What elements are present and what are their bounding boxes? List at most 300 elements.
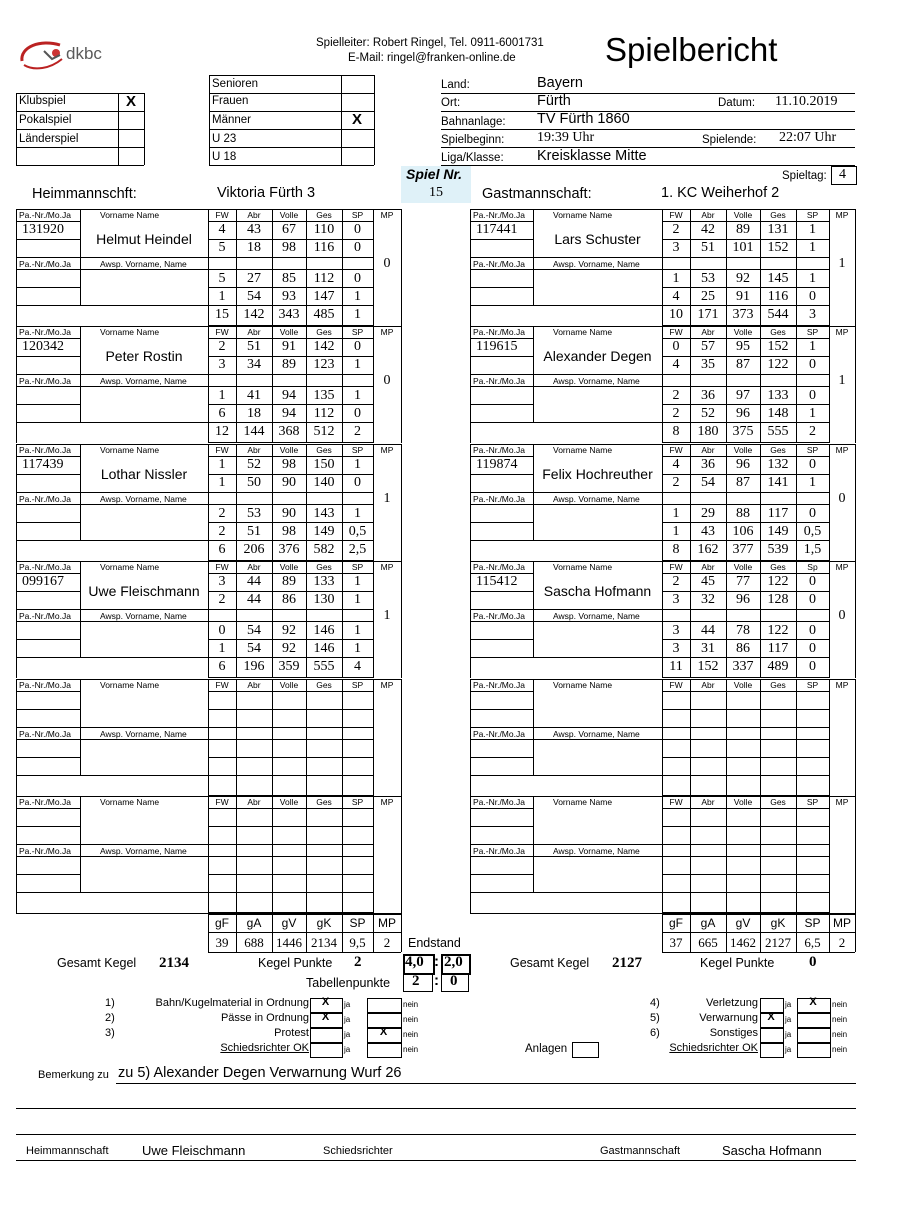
total-rule	[662, 442, 829, 443]
cell-value: 51	[247, 339, 261, 354]
check-nein-box[interactable]	[797, 1043, 831, 1058]
player-name: Lars Schuster	[554, 231, 641, 247]
cell-value: 42	[701, 222, 715, 237]
total-rule	[662, 677, 829, 678]
pass-rule	[470, 239, 533, 240]
spielende-label: Spielende:	[702, 134, 757, 146]
col-header-awsp: Awsp. Vorname, Name	[553, 494, 640, 504]
col-header-sp: SP	[351, 797, 364, 807]
col-header-awsp: Awsp. Vorname, Name	[553, 729, 640, 739]
cell-value: 116	[767, 289, 789, 304]
pass-rule	[470, 474, 533, 475]
pass-rule	[470, 775, 662, 776]
kegel-punkte-guest-label: Kegel Punkte	[700, 956, 775, 970]
row-rule	[208, 374, 373, 375]
cell-value: 51	[247, 524, 261, 539]
pass-rule	[16, 474, 80, 475]
summary-value: 2	[838, 935, 846, 950]
cell-value: 86	[736, 641, 750, 656]
row-rule	[208, 739, 373, 740]
awsp-rule	[470, 269, 662, 270]
col-rule	[272, 796, 273, 913]
cell-value: 0	[354, 406, 361, 421]
row-rule	[662, 691, 829, 692]
cell-value: 34	[247, 357, 261, 372]
cell-value: 150	[313, 457, 335, 472]
total-value: 4	[354, 659, 361, 674]
cell-value: 94	[282, 406, 296, 421]
awsp-rule	[16, 269, 208, 270]
col-header-pass: Pa.-Nr./Mo.Ja	[473, 327, 525, 337]
col-rule	[726, 679, 727, 796]
total-value: 12	[215, 424, 229, 439]
col-rule	[533, 326, 534, 422]
awsp-rule	[470, 386, 662, 387]
cell-value: 2	[672, 574, 680, 589]
check-number: 1)	[105, 997, 115, 1009]
total-value: 6	[218, 542, 226, 557]
pass-rule	[470, 808, 533, 809]
cell-value: 51	[701, 240, 715, 255]
total-value: 10	[669, 307, 683, 322]
col-header-awsp: Awsp. Vorname, Name	[553, 846, 640, 856]
nein-label: nein	[832, 1045, 848, 1054]
col-header-sp: SP	[806, 445, 819, 455]
endstand-guest: 2,0	[444, 954, 463, 970]
cell-value: 78	[736, 623, 750, 638]
cell-value: 1	[218, 641, 226, 656]
guest-team-label: Gastmannschaft:	[482, 186, 592, 202]
total-value: 375	[732, 424, 754, 439]
klasse-label: Männer	[212, 114, 251, 126]
cell-value: 54	[247, 289, 261, 304]
col-header-fw: FW	[215, 562, 229, 572]
cell-value: 18	[247, 406, 261, 421]
col-header-awsp: Awsp. Vorname, Name	[100, 846, 187, 856]
cell-value: 0	[809, 357, 816, 372]
row-rule	[662, 269, 829, 270]
liga-value: Kreisklasse Mitte	[537, 148, 647, 164]
row-rule	[662, 739, 829, 740]
col-header-mp: MP	[380, 210, 394, 220]
cell-value: 128	[767, 592, 789, 607]
col-header-pass: Pa.-Nr./Mo.Ja	[473, 259, 525, 269]
col-header-abr: Abr	[701, 445, 715, 455]
player-name: Sascha Hofmann	[543, 583, 652, 599]
klasse-label: U 23	[212, 133, 237, 145]
col-header-name: Vorname Name	[553, 680, 613, 690]
cell-value: 3	[218, 574, 226, 589]
check-nein-box[interactable]	[367, 1043, 402, 1058]
cell-value: 95	[736, 339, 750, 354]
check-number: 6)	[650, 1027, 660, 1039]
cell-value: 87	[736, 475, 750, 490]
anlagen-label: Anlagen	[525, 1043, 568, 1055]
summary-value: 2	[383, 935, 391, 950]
col-header-pass: Pa.-Nr./Mo.Ja	[19, 729, 71, 739]
cell-value: 4	[672, 457, 680, 472]
datum-label: Datum:	[718, 97, 756, 109]
total-value: 337	[732, 659, 754, 674]
datum-value: 11.10.2019	[775, 94, 838, 109]
cell-value: 98	[282, 240, 296, 255]
signature-line	[16, 1160, 856, 1161]
col-header-ges: Ges	[316, 327, 332, 337]
summary-col-header: MP	[378, 916, 396, 930]
pass-rule	[470, 540, 662, 541]
col-header-name: Vorname Name	[100, 797, 160, 807]
col-rule	[373, 796, 374, 913]
col-header-name: Vorname Name	[100, 680, 160, 690]
check-nein-box[interactable]	[367, 998, 402, 1013]
col-header-abr: Abr	[247, 445, 261, 455]
check-number: 3)	[105, 1027, 115, 1039]
gesamt-kegel-home-label: Gesamt Kegel	[57, 956, 137, 970]
cell-value: 27	[247, 271, 261, 286]
total-value: 152	[697, 659, 719, 674]
cell-value: 1	[354, 457, 361, 472]
pass-rule	[470, 305, 662, 306]
col-header-abr: Abr	[701, 797, 715, 807]
cell-value: 146	[313, 623, 335, 638]
email-line: E-Mail: ringel@franken-online.de	[348, 52, 516, 64]
cell-value: 2	[672, 406, 680, 421]
pass-rule	[16, 874, 80, 875]
cell-value: 87	[736, 357, 750, 372]
cell-value: 1	[809, 406, 816, 421]
col-header-mp: MP	[835, 680, 849, 690]
cell-value: 3	[218, 357, 226, 372]
cell-value: 1	[354, 574, 361, 589]
row-rule	[208, 305, 373, 306]
summary-value: 1446	[276, 935, 302, 950]
col-rule	[829, 796, 830, 913]
home-team-name: Viktoria Fürth 3	[217, 185, 316, 201]
col-header-fw: FW	[215, 327, 229, 337]
col-header-name: Vorname Name	[100, 210, 160, 220]
cell-value: 142	[313, 339, 335, 354]
summary-value: 9,5	[349, 935, 366, 950]
col-rule	[342, 679, 343, 796]
nein-label: nein	[403, 1000, 419, 1009]
ja-label: ja	[785, 1045, 792, 1054]
gast-sign-label: Gastmannschaft	[600, 1145, 681, 1157]
col-header-fw: FW	[215, 445, 229, 455]
cell-value: 53	[701, 271, 715, 286]
cell-value: 1	[354, 623, 361, 638]
klasse-mark: X	[352, 111, 363, 128]
col-header-fw: FW	[215, 210, 229, 220]
cell-value: 98	[282, 524, 296, 539]
summary-col-header: gA	[700, 916, 716, 930]
pass-rule	[470, 691, 533, 692]
col-header-ges: Ges	[770, 327, 786, 337]
col-header-mp: MP	[380, 680, 394, 690]
awsp-rule	[16, 739, 208, 740]
awsp-rule	[16, 504, 208, 505]
pass-rule	[470, 522, 533, 523]
ja-label: ja	[785, 1000, 792, 1009]
awsp-rule	[470, 844, 662, 845]
cell-value: 2	[218, 524, 226, 539]
summary-col-header: gK	[316, 916, 332, 930]
cell-value: 131	[767, 222, 789, 237]
cell-value: 3	[672, 240, 680, 255]
cell-value: 44	[247, 574, 261, 589]
row-rule	[662, 540, 829, 541]
gesamt-kegel-home: 2134	[159, 955, 189, 971]
anlagen-box[interactable]	[572, 1042, 599, 1058]
spieltag-label: Spieltag:	[782, 170, 827, 182]
col-header-abr: Abr	[701, 327, 715, 337]
cell-value: 32	[701, 592, 715, 607]
pass-rule	[16, 356, 80, 357]
bemerkung-line-3	[16, 1134, 856, 1135]
cell-value: 1	[218, 388, 226, 403]
cell-value: 0	[809, 388, 816, 403]
col-header-sp: SP	[351, 562, 364, 572]
pass-rule	[470, 287, 533, 288]
cell-value: 0	[354, 222, 361, 237]
cell-value: 67	[282, 222, 296, 237]
col-header-pass: Pa.-Nr./Mo.Ja	[473, 611, 525, 621]
nein-label: nein	[403, 1015, 419, 1024]
col-rule	[662, 679, 663, 796]
col-rule	[855, 444, 856, 561]
cell-value: 147	[313, 289, 335, 304]
row-rule	[662, 826, 829, 827]
mp-value: 1	[838, 373, 846, 388]
pass-rule	[16, 892, 208, 893]
check-ja-mark: X	[767, 1011, 775, 1023]
col-header-ges: Ges	[316, 445, 332, 455]
col-rule	[401, 326, 402, 443]
cell-value: 85	[282, 271, 296, 286]
mp-value: 1	[383, 491, 391, 506]
pass-rule	[470, 757, 533, 758]
cell-value: 122	[767, 623, 789, 638]
awsp-rule	[470, 374, 662, 375]
check-nein-box[interactable]	[797, 1028, 831, 1043]
check-ja-box[interactable]	[310, 1043, 343, 1058]
check-ja-box[interactable]	[760, 1043, 784, 1058]
mp-value: 1	[838, 256, 846, 271]
check-label: Bahn/Kugelmaterial in Ordnung	[155, 997, 309, 1009]
spielende-value: 22:07 Uhr	[779, 130, 837, 145]
col-rule	[80, 679, 81, 775]
col-header-name: Vorname Name	[553, 562, 613, 572]
col-header-awsp: Awsp. Vorname, Name	[553, 376, 640, 386]
row-rule	[208, 691, 373, 692]
col-rule	[16, 326, 17, 443]
gast-sign-name: Sascha Hofmann	[722, 1143, 822, 1158]
check-nein-mark: X	[379, 1026, 388, 1038]
row-rule	[662, 492, 829, 493]
ja-label: ja	[785, 1015, 792, 1024]
awsp-rule	[16, 257, 208, 258]
col-header-pass: Pa.-Nr./Mo.Ja	[19, 494, 71, 504]
cell-value: 152	[767, 339, 789, 354]
col-header-pass: Pa.-Nr./Mo.Ja	[473, 210, 525, 220]
cell-value: 89	[282, 357, 296, 372]
cell-value: 135	[313, 388, 335, 403]
col-header-fw: FW	[669, 680, 683, 690]
check-ja-box[interactable]	[760, 1028, 784, 1043]
total-value: 368	[278, 424, 300, 439]
col-rule	[272, 679, 273, 796]
pass-number: 115412	[476, 574, 518, 589]
gesamt-kegel-guest: 2127	[612, 955, 642, 971]
kegel-punkte-home: 2	[354, 954, 362, 970]
col-rule	[80, 209, 81, 305]
check-ja-box[interactable]	[310, 1028, 343, 1043]
col-header-name: Vorname Name	[553, 327, 613, 337]
col-header-ges: Ges	[770, 797, 786, 807]
total-value: 142	[243, 307, 265, 322]
col-rule	[470, 444, 471, 561]
summary-col-rule	[855, 913, 856, 952]
col-header-mp: MP	[380, 562, 394, 572]
cell-value: 149	[767, 524, 789, 539]
cell-value: 91	[736, 289, 750, 304]
cell-value: 117	[767, 641, 789, 656]
col-rule	[236, 796, 237, 913]
row-rule	[662, 727, 829, 728]
col-header-pass: Pa.-Nr./Mo.Ja	[19, 797, 71, 807]
col-header-fw: FW	[669, 210, 683, 220]
cell-value: 88	[736, 506, 750, 521]
check-label: Pässe in Ordnung	[220, 1012, 309, 1024]
total-value: 582	[313, 542, 335, 557]
pass-rule	[470, 874, 533, 875]
cell-value: 112	[313, 406, 335, 421]
ja-label: ja	[344, 1045, 351, 1054]
check-label: Protest	[274, 1027, 309, 1039]
col-rule	[80, 326, 81, 422]
kegel-punkte-home-label: Kegel Punkte	[258, 956, 333, 970]
col-rule	[16, 444, 17, 561]
cell-value: 1	[809, 475, 816, 490]
row-rule	[662, 404, 829, 405]
pass-rule	[470, 709, 533, 710]
pass-rule	[470, 422, 662, 423]
col-header-awsp: Awsp. Vorname, Name	[100, 376, 187, 386]
cell-value: 0	[809, 641, 816, 656]
check-nein-box[interactable]	[797, 1013, 831, 1028]
cell-value: 3	[672, 592, 680, 607]
cell-value: 1	[809, 339, 816, 354]
cell-value: 36	[701, 457, 715, 472]
row-rule	[208, 257, 373, 258]
cell-value: 2	[672, 475, 680, 490]
col-rule	[373, 679, 374, 796]
col-header-awsp: Awsp. Vorname, Name	[100, 259, 187, 269]
cell-value: 91	[282, 339, 296, 354]
pass-rule	[16, 826, 80, 827]
cell-value: 50	[247, 475, 261, 490]
cell-value: 5	[218, 271, 226, 286]
total-value: 11	[669, 659, 683, 674]
col-header-fw: FW	[669, 797, 683, 807]
row-rule	[208, 757, 373, 758]
col-header-volle: Volle	[733, 562, 753, 572]
awsp-rule	[16, 609, 208, 610]
total-rule	[208, 677, 373, 678]
col-rule	[80, 444, 81, 540]
cell-value: 3	[672, 641, 680, 656]
col-rule	[662, 796, 663, 913]
cell-value: 122	[767, 574, 789, 589]
col-rule	[855, 796, 856, 913]
cell-value: 4	[218, 222, 226, 237]
pass-rule	[16, 404, 80, 405]
player-name: Lothar Nissler	[100, 466, 188, 482]
col-rule	[342, 796, 343, 913]
total-value: 2	[354, 424, 361, 439]
cell-value: 52	[701, 406, 715, 421]
col-header-mp: MP	[380, 797, 394, 807]
summary-value: 688	[244, 935, 264, 950]
cell-value: 6	[218, 406, 226, 421]
col-rule	[401, 444, 402, 561]
col-rule	[533, 796, 534, 892]
col-rule	[533, 561, 534, 657]
awsp-rule	[16, 386, 208, 387]
col-rule	[401, 209, 402, 326]
mp-value: 0	[838, 608, 846, 623]
awsp-rule	[470, 727, 662, 728]
col-header-name: Vorname Name	[553, 210, 613, 220]
col-header-abr: Abr	[701, 210, 715, 220]
col-header-pass: Pa.-Nr./Mo.Ja	[473, 729, 525, 739]
spielbeginn-label: Spielbeginn:	[441, 134, 505, 146]
cell-value: 149	[313, 524, 335, 539]
col-header-ges: Ges	[316, 562, 332, 572]
row-rule	[662, 504, 829, 505]
col-header-ges: Ges	[770, 445, 786, 455]
col-header-abr: Abr	[247, 680, 261, 690]
summary-col-header: SP	[804, 916, 821, 930]
bemerkung-label: Bemerkung zu	[38, 1069, 109, 1081]
heim-sign-label: Heimmannschaft	[26, 1145, 109, 1157]
row-rule	[208, 404, 373, 405]
cell-value: 97	[736, 388, 750, 403]
col-header-volle: Volle	[279, 210, 299, 220]
cell-value: 1	[218, 457, 226, 472]
cell-value: 123	[313, 357, 335, 372]
col-header-mp: MP	[835, 445, 849, 455]
awsp-rule	[470, 609, 662, 610]
cell-value: 0	[672, 339, 680, 354]
cell-value: 92	[282, 623, 296, 638]
col-header-sp_alt: Sp	[807, 562, 818, 572]
total-value: 162	[697, 542, 719, 557]
bemerkung-text: zu 5) Alexander Degen Verwarnung Wurf 26	[118, 1065, 402, 1081]
cell-value: 18	[247, 240, 261, 255]
summary-value: 2134	[311, 935, 337, 950]
row-rule	[662, 856, 829, 857]
total-value: 555	[767, 424, 789, 439]
row-rule	[208, 386, 373, 387]
home-team-label: Heimmannschft:	[32, 186, 137, 202]
col-rule	[855, 561, 856, 678]
cell-value: 145	[767, 271, 789, 286]
pass-rule	[470, 657, 662, 658]
col-header-abr: Abr	[247, 562, 261, 572]
cell-value: 77	[736, 574, 750, 589]
cell-value: 93	[282, 289, 296, 304]
cell-value: 86	[282, 592, 296, 607]
